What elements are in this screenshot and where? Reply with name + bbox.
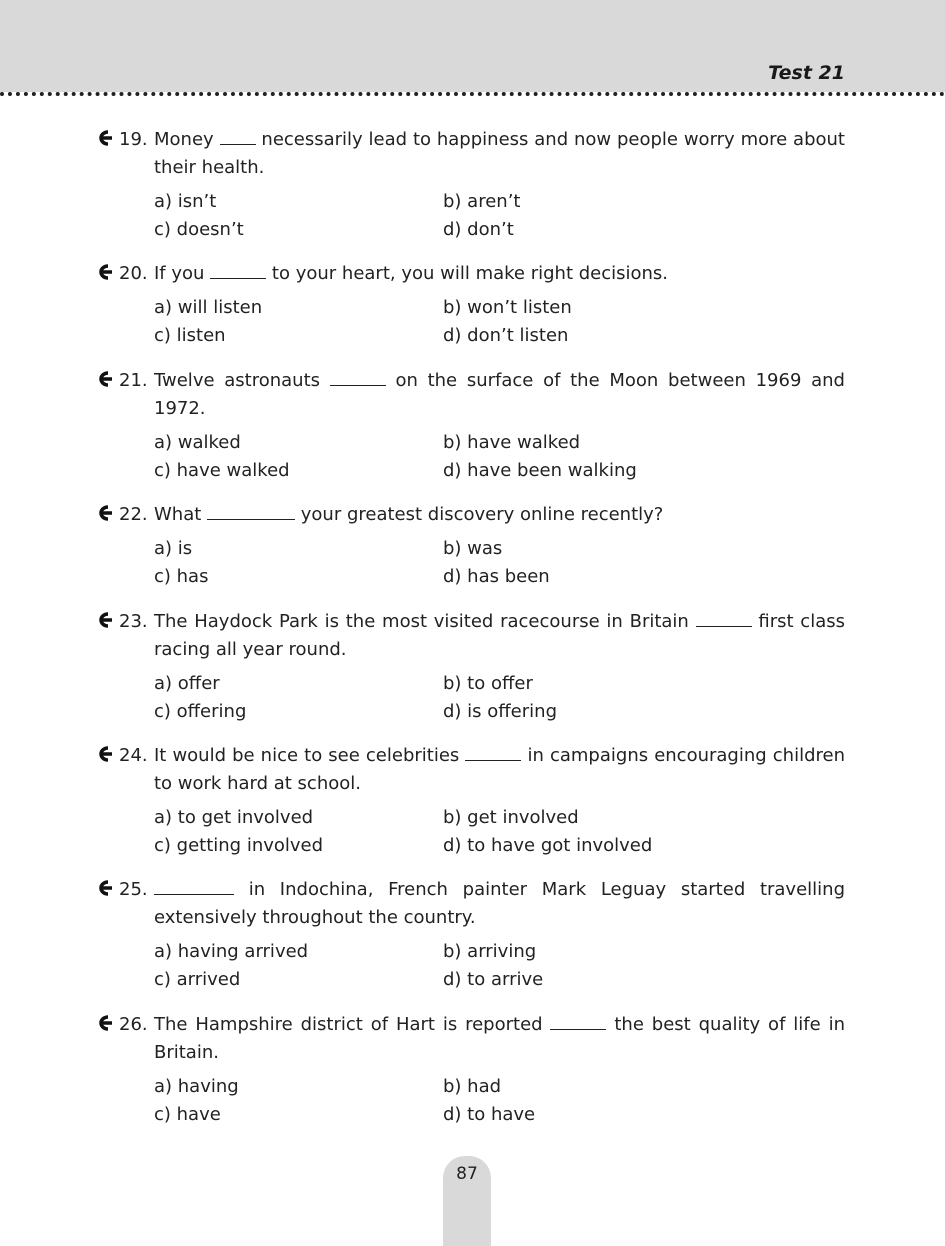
arrow-bullet-icon xyxy=(92,370,113,388)
option-c: c) doesn’t xyxy=(154,219,244,240)
page-number: 87 xyxy=(456,1164,478,1184)
option-a: a) to get involved xyxy=(154,807,314,828)
options-grid xyxy=(154,670,845,726)
question-text-after: in Indochina, French painter Mark Leguay started travelling extensively throughout the country. xyxy=(154,879,845,928)
option-a: a) isn’t xyxy=(154,191,217,212)
answer-blank xyxy=(330,369,386,386)
option-b: b) arriving xyxy=(443,941,537,962)
option-a: a) will listen xyxy=(154,297,263,318)
options-grid xyxy=(154,938,845,994)
question-text xyxy=(154,367,845,423)
option-d: d) to have xyxy=(443,1104,536,1125)
question-23 xyxy=(92,608,845,726)
option-c: c) offering xyxy=(154,701,247,722)
option-a: a) walked xyxy=(154,432,241,453)
question-text-after: your greatest discovery online recently? xyxy=(300,504,664,525)
question-text-after: necessarily lead to happiness and now people worry more about their health. xyxy=(154,129,845,178)
answer-blank xyxy=(154,878,234,895)
question-19 xyxy=(92,126,845,244)
question-text xyxy=(154,876,845,932)
question-text xyxy=(154,742,845,798)
question-number: 25. xyxy=(119,879,148,900)
option-b: b) aren’t xyxy=(443,191,521,212)
options-grid xyxy=(154,429,845,485)
arrow-bullet-icon xyxy=(92,504,113,522)
option-d: d) has been xyxy=(443,566,550,587)
answer-blank xyxy=(696,610,752,627)
question-20 xyxy=(92,260,845,350)
question-text-after: on the surface of the Moon between 1969 and 1972. xyxy=(154,370,845,419)
option-c: c) getting involved xyxy=(154,835,324,856)
question-text-after: the best quality of life in Britain. xyxy=(154,1014,845,1063)
arrow-bullet-icon xyxy=(92,879,113,897)
option-a: a) having arrived xyxy=(154,941,309,962)
arrow-bullet-icon xyxy=(92,263,113,281)
option-b: b) to offer xyxy=(443,673,533,694)
options-grid xyxy=(154,535,845,591)
question-number: 24. xyxy=(119,745,148,766)
question-number: 21. xyxy=(119,370,148,391)
option-c: c) has xyxy=(154,566,209,587)
question-text-before: If you xyxy=(154,263,205,284)
question-number: 23. xyxy=(119,611,148,632)
question-text-before: Money xyxy=(154,129,214,150)
option-d: d) don’t listen xyxy=(443,325,569,346)
options-grid xyxy=(154,1073,845,1129)
question-text-after: first class racing all year round. xyxy=(154,611,845,660)
answer-blank xyxy=(207,503,295,520)
option-d: d) to arrive xyxy=(443,969,544,990)
question-text-before: The Haydock Park is the most visited racecourse in Britain xyxy=(154,611,689,632)
options-grid xyxy=(154,188,845,244)
question-text xyxy=(154,260,845,288)
answer-blank xyxy=(550,1013,606,1030)
question-text xyxy=(154,501,845,529)
question-number: 19. xyxy=(119,129,148,150)
question-text-after: in campaigns encouraging children to work hard at school. xyxy=(154,745,845,794)
arrow-bullet-icon xyxy=(92,611,113,629)
option-b: b) had xyxy=(443,1076,502,1097)
question-25 xyxy=(92,876,845,994)
options-grid xyxy=(154,294,845,350)
question-21 xyxy=(92,367,845,485)
option-a: a) having xyxy=(154,1076,239,1097)
options-grid xyxy=(154,804,845,860)
dotted-divider xyxy=(0,92,945,96)
option-c: c) listen xyxy=(154,325,226,346)
option-b: b) get involved xyxy=(443,807,579,828)
option-c: c) have walked xyxy=(154,460,290,481)
arrow-bullet-icon xyxy=(92,129,113,147)
question-text xyxy=(154,1011,845,1067)
question-text xyxy=(154,608,845,664)
question-text-before: Twelve astronauts xyxy=(154,370,321,391)
option-d: d) is offering xyxy=(443,701,557,722)
arrow-bullet-icon xyxy=(92,1014,113,1032)
option-c: c) have xyxy=(154,1104,221,1125)
question-26 xyxy=(92,1011,845,1129)
option-d: d) don’t xyxy=(443,219,514,240)
option-d: d) have been walking xyxy=(443,460,637,481)
option-c: c) arrived xyxy=(154,969,241,990)
question-text-after: to your heart, you will make right decisions. xyxy=(271,263,669,284)
question-number: 20. xyxy=(119,263,148,284)
answer-blank xyxy=(210,262,266,279)
question-number: 22. xyxy=(119,504,148,525)
question-number: 26. xyxy=(119,1014,148,1035)
option-b: b) have walked xyxy=(443,432,581,453)
answer-blank xyxy=(465,744,521,761)
answer-blank xyxy=(220,128,256,145)
test-label: Test 21 xyxy=(768,62,845,84)
question-text-before: The Hampshire district of Hart is reported xyxy=(154,1014,543,1035)
option-b: b) was xyxy=(443,538,503,559)
question-24 xyxy=(92,742,845,860)
question-text-before: What xyxy=(154,504,202,525)
option-b: b) won’t listen xyxy=(443,297,572,318)
question-text-before: It would be nice to see celebrities xyxy=(154,745,460,766)
question-text xyxy=(154,126,845,182)
option-a: a) is xyxy=(154,538,193,559)
arrow-bullet-icon xyxy=(92,745,113,763)
option-a: a) offer xyxy=(154,673,220,694)
question-22 xyxy=(92,501,845,591)
option-d: d) to have got involved xyxy=(443,835,653,856)
